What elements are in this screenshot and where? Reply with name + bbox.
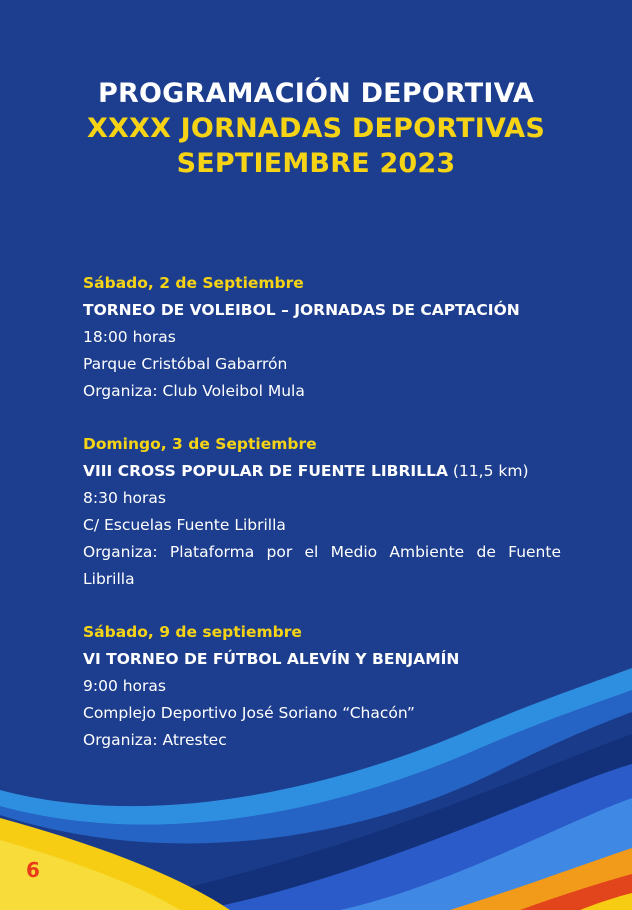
event-title	[83, 297, 561, 324]
event-item	[83, 619, 561, 754]
event-title-text: VIII CROSS POPULAR DE FUENTE LIBRILLA	[83, 462, 448, 480]
event-date: Sábado, 2 de Septiembre	[83, 274, 304, 292]
header-subtitle: XXXX JORNADAS DEPORTIVAS	[87, 113, 545, 144]
page-number: 6	[26, 858, 40, 882]
event-time: 18:00 horas	[83, 328, 176, 346]
event-title-text: TORNEO DE VOLEIBOL – JORNADAS DE CAPTACIÓN	[83, 301, 520, 319]
events-list	[83, 270, 561, 780]
page-header	[0, 76, 632, 181]
event-title-text: VI TORNEO DE FÚTBOL ALEVÍN Y BENJAMÍN	[83, 650, 460, 668]
event-item	[83, 431, 561, 593]
event-place: C/ Escuelas Fuente Librilla	[83, 516, 286, 534]
event-time: 9:00 horas	[83, 677, 166, 695]
header-title: PROGRAMACIÓN DEPORTIVA	[98, 78, 534, 109]
event-title	[83, 646, 561, 673]
event-place: Complejo Deportivo José Soriano “Chacón”	[83, 704, 415, 722]
header-date: SEPTIEMBRE 2023	[176, 148, 456, 179]
event-time: 8:30 horas	[83, 489, 166, 507]
event-date: Domingo, 3 de Septiembre	[83, 435, 317, 453]
event-item	[83, 270, 561, 405]
event-place: Parque Cristóbal Gabarrón	[83, 355, 288, 373]
event-organizer: Organiza: Atrestec	[83, 731, 227, 749]
event-organizer: Organiza: Plataforma por el Medio Ambiente de Fuente Librilla	[83, 543, 561, 588]
event-date: Sábado, 9 de septiembre	[83, 623, 302, 641]
event-title-extra: (11,5 km)	[447, 462, 529, 480]
event-title	[83, 458, 561, 485]
event-organizer: Organiza: Club Voleibol Mula	[83, 382, 305, 400]
